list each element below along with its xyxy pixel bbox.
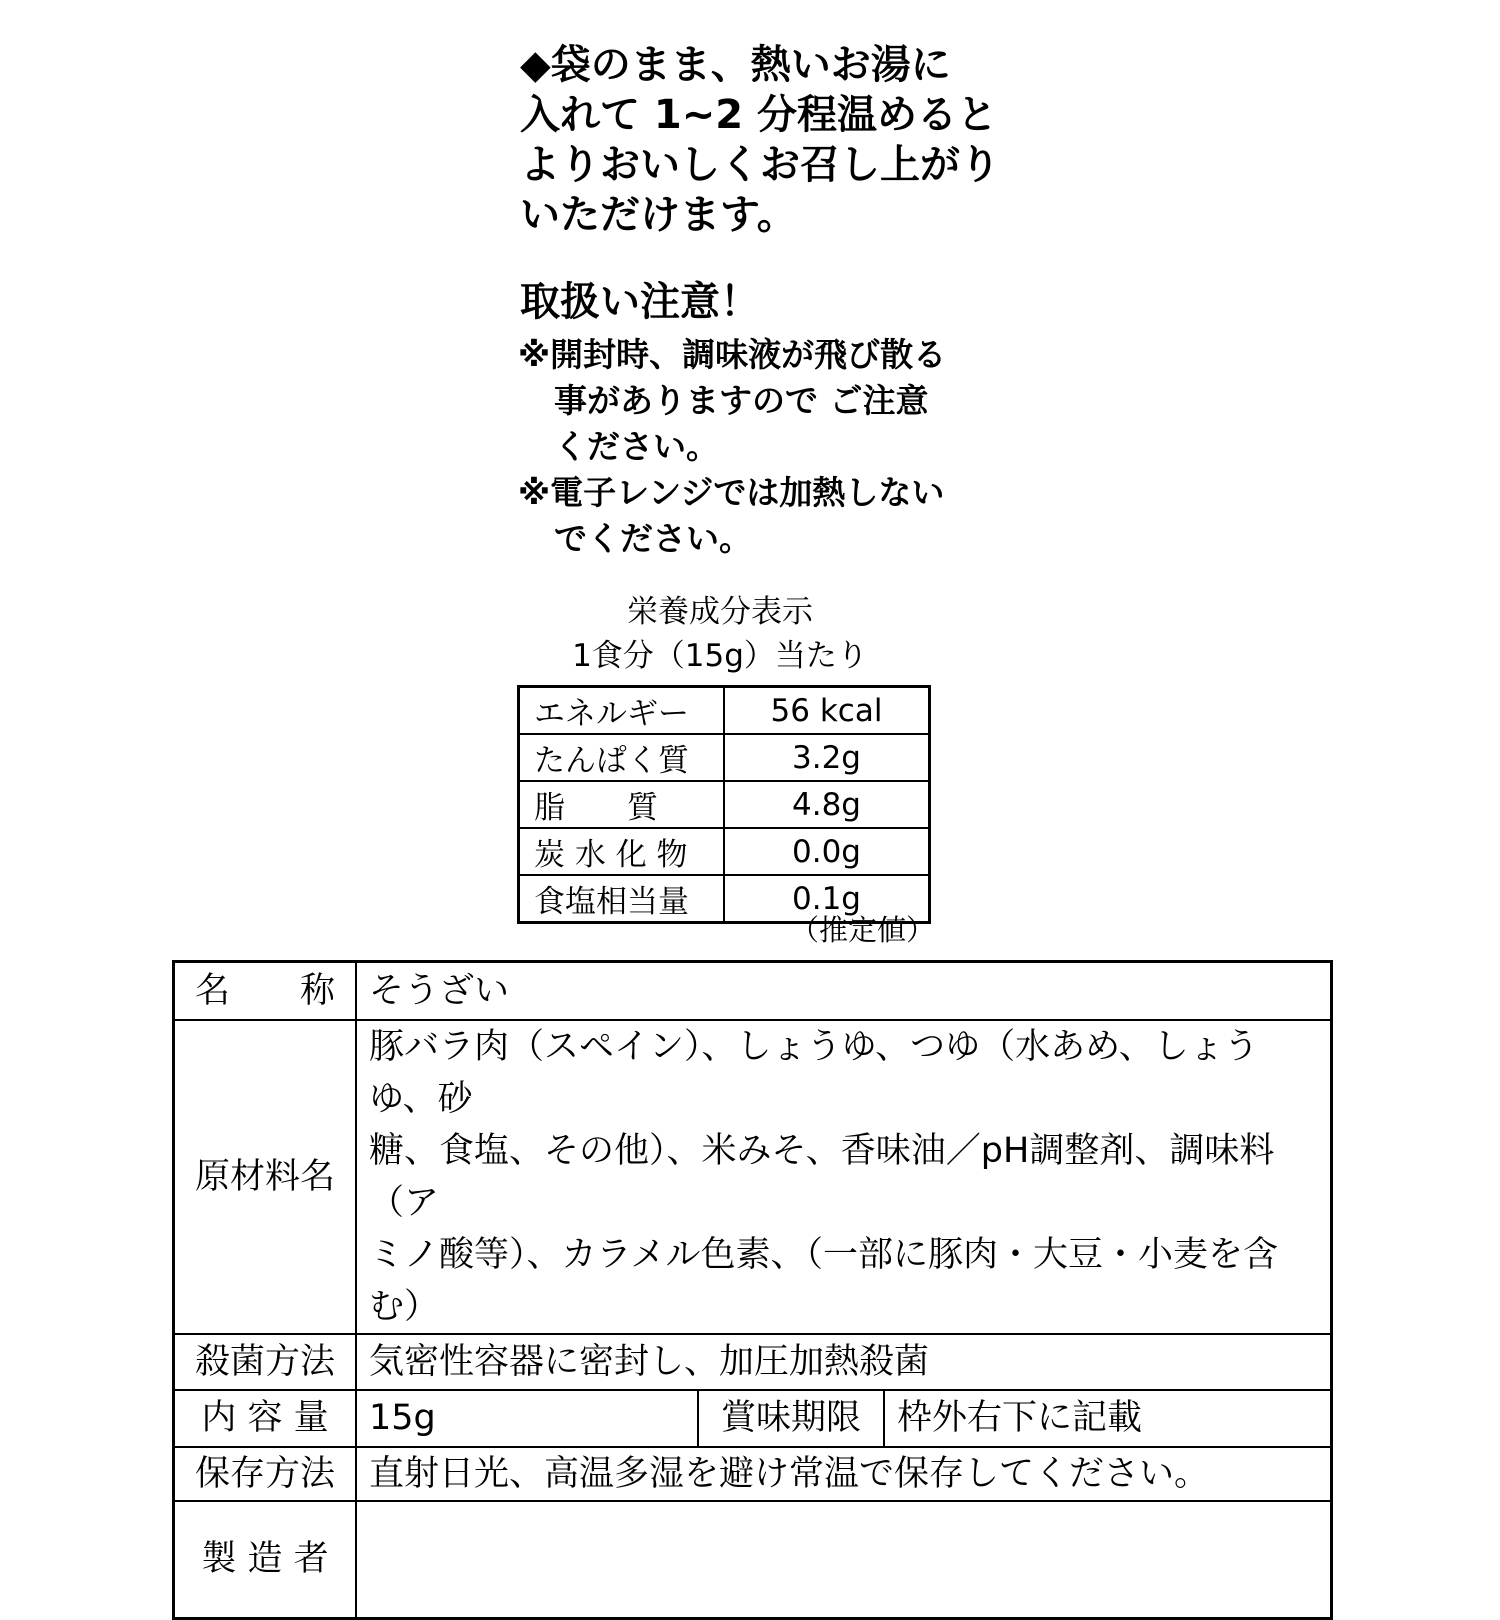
heating-instructions: [520, 40, 1000, 240]
instruction-line: ◆袋のまま、熱いお湯に: [520, 42, 951, 88]
table-row: [174, 962, 1332, 1020]
caution-title: 取扱い注意！: [520, 279, 760, 325]
name-label: 名 称: [174, 962, 357, 1020]
table-row: [519, 687, 930, 735]
instruction-line: よりおいしくお召し上がり: [520, 142, 1000, 188]
note-line: 事がありますので ご注意: [554, 381, 929, 420]
storage-value: 直射日光、高温多湿を避け常温で保存してください。: [356, 1447, 1332, 1501]
note-line: でください。: [554, 519, 752, 558]
nutrient-value: 56 kcal: [724, 687, 930, 735]
nutrient-label: 炭 水 化 物: [519, 828, 725, 875]
nutrition-serving: 1食分（15g）当たり: [572, 638, 868, 674]
nutrition-table: [517, 685, 931, 924]
maker-label: 製 造 者: [174, 1501, 357, 1619]
table-row: [519, 828, 930, 875]
nutrition-title: 栄養成分表示: [627, 594, 813, 630]
table-row: [174, 1020, 1332, 1334]
sterilization-label: 殺菌方法: [174, 1334, 357, 1390]
nutrient-label: たんぱく質: [519, 734, 725, 781]
bestbefore-label: 賞味期限: [698, 1390, 884, 1447]
note-line: ※開封時、調味液が飛び散る: [518, 335, 947, 374]
content-label: 内 容 量: [174, 1390, 357, 1447]
table-row: [174, 1501, 1332, 1619]
note-line: ※電子レンジでは加熱しない: [518, 473, 945, 512]
nutrient-label: 食塩相当量: [519, 875, 725, 923]
table-row: [174, 1447, 1332, 1501]
table-row: [174, 1390, 1332, 1447]
nutrient-value: 4.8g: [724, 781, 930, 828]
nutrient-value: 0.1g: [724, 875, 930, 923]
ingredients-line: 糖、食塩、その他）、米みそ、香味油／pH調整剤、調味料（ア: [369, 1130, 1275, 1223]
estimated-note: （推定値）: [790, 913, 936, 947]
storage-label: 保存方法: [174, 1447, 357, 1501]
ingredients-line: 豚バラ肉（スペイン）、しょうゆ、つゆ（水あめ、しょうゆ、砂: [369, 1026, 1259, 1119]
caution-notes: [518, 332, 946, 562]
nutrient-label: エネルギー: [519, 687, 725, 735]
ingredients-label: 原材料名: [174, 1020, 357, 1334]
ingredients-line: ミノ酸等）、カラメル色素、（一部に豚肉・大豆・小麦を含む）: [369, 1234, 1278, 1327]
table-row: [174, 1334, 1332, 1390]
content-value: 15g: [356, 1390, 698, 1447]
nutrition-heading: [520, 590, 920, 678]
nutrient-value: 3.2g: [724, 734, 930, 781]
maker-value: [356, 1501, 1332, 1619]
note-line: ください。: [554, 427, 719, 466]
nutrient-value: 0.0g: [724, 828, 930, 875]
instruction-line: 入れて 1~2 分程温めると: [520, 92, 998, 138]
ingredients-value: [356, 1020, 1332, 1334]
name-value: そうざい: [356, 962, 1332, 1020]
nutrient-label: 脂 質: [519, 781, 725, 828]
bestbefore-value: 枠外右下に記載: [884, 1390, 1332, 1447]
table-row: [519, 781, 930, 828]
product-label-table: [172, 960, 1333, 1620]
sterilization-value: 気密性容器に密封し、加圧加熱殺菌: [356, 1334, 1332, 1390]
instruction-line: いただけます。: [520, 192, 797, 238]
table-row: [519, 734, 930, 781]
